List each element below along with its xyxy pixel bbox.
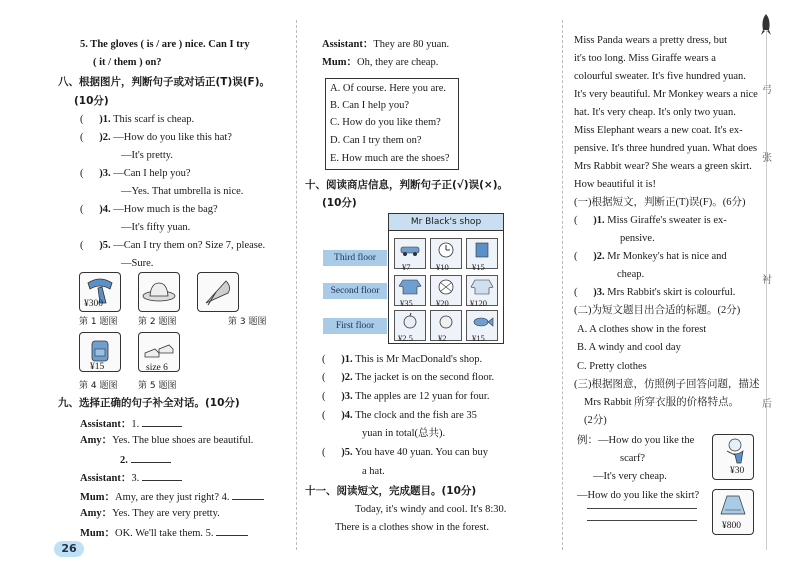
example-question: scarf? <box>620 453 646 464</box>
side-glyph: 张 <box>762 153 772 164</box>
price-label: ¥2 <box>438 333 447 343</box>
q5-line2: ( it / them ) on? <box>93 57 162 68</box>
list-item: yuan in total(总共). <box>362 428 446 439</box>
answer-blank[interactable] <box>142 416 182 427</box>
column-divider <box>296 20 297 550</box>
list-item: cheap. <box>617 269 645 280</box>
part3-title: (三)根据图意，仿照例子回答问题，描述 <box>574 379 760 390</box>
shop-sign: Mr Black's shop <box>388 213 504 231</box>
umbrella-icon <box>198 273 238 311</box>
list-item: —It's fifty yuan. <box>121 222 191 233</box>
price-label: ¥15 <box>472 333 485 343</box>
dialog-line: Assistant：They are 80 yuan. <box>322 39 450 50</box>
price-label: ¥2.5 <box>398 333 413 343</box>
option-item: C. Pretty clothes <box>577 361 647 372</box>
list-item: ( )1. This scarf is cheap. <box>80 114 195 125</box>
pic2-caption: 第 2 题图 <box>138 317 177 327</box>
dialog-line: Mum：Amy, are they just right? 4. <box>80 489 264 504</box>
dialog-line: Assistant：3. <box>80 470 182 485</box>
floor-label: Second floor <box>323 283 387 299</box>
list-item: ( )1. Miss Giraffe's sweater is ex- <box>574 215 727 226</box>
skirt-price: ¥800 <box>722 521 741 531</box>
pic1-caption: 第 1 题图 <box>79 317 118 327</box>
dialog-line: Mum：OK. We'll take them. 5. <box>80 525 248 540</box>
option-item: C. How do you like them? <box>330 117 441 128</box>
section10-title: 十、阅读商店信息，判断句子正(√)误(×)。 <box>305 179 508 191</box>
skirt-icon <box>713 490 753 520</box>
side-glyph: 弓 <box>762 85 772 96</box>
side-glyph: 后 <box>762 399 772 410</box>
scarf-price: ¥30 <box>730 466 745 476</box>
dialog-line: Mum：Oh, they are cheap. <box>322 57 439 68</box>
part2-title: (二)为短文题目出合适的标题。(2分) <box>574 305 741 316</box>
list-item: ( )3. —Can I help you? <box>80 168 191 179</box>
answer-line[interactable] <box>587 520 697 521</box>
list-item: —Sure. <box>121 258 154 269</box>
passage-line: colourful sweater. It's five hundred yuan. <box>574 71 746 82</box>
list-item: ( )5. —Can I try them on? Size 7, please. <box>80 240 266 251</box>
dialog-line: Assistant：1. <box>80 416 182 431</box>
list-item: ( )4. The clock and the fish are 35 <box>322 410 477 421</box>
side-glyph: 衬 <box>762 275 772 286</box>
floor-label: Third floor <box>323 250 387 266</box>
list-item: ( )2. Mr Monkey's hat is nice and <box>574 251 727 262</box>
pic4-caption: 第 4 题图 <box>79 381 118 391</box>
list-item: pensive. <box>620 233 655 244</box>
scarf-price: ¥300 <box>84 299 103 309</box>
passage-line: Miss Elephant wears a new coat. It's ex- <box>574 125 743 136</box>
scarf-icon <box>713 435 753 465</box>
passage-line: How beautiful it is! <box>574 179 656 190</box>
list-item: —It's pretty. <box>121 150 173 161</box>
section8-score: (10分) <box>74 95 109 107</box>
option-item: A. A clothes show in the forest <box>577 324 707 335</box>
options-box <box>325 78 459 170</box>
answer-blank[interactable] <box>131 452 171 463</box>
passage-line: There is a clothes show in the forest. <box>335 522 489 533</box>
hat-icon <box>139 273 179 311</box>
dialog-line: 2. <box>120 452 171 467</box>
list-item: a hat. <box>362 466 385 477</box>
price-label: ¥120 <box>470 298 487 308</box>
passage-line: Mrs Rabbit wear? She wears a green skirt. <box>574 161 752 172</box>
passage-line: it's too long. Miss Giraffe wears a <box>574 53 716 64</box>
list-item: ( )2. —How do you like this hat? <box>80 132 232 143</box>
list-item: ( )5. You have 40 yuan. You can buy <box>322 447 488 458</box>
passage-line: hat. It's very cheap. It's only two yuan. <box>574 107 736 118</box>
list-item: ( )2. The jacket is on the second floor. <box>322 372 495 383</box>
section8-title: 八、根据图片，判断句子或对话正(T)误(F)。 <box>58 76 271 88</box>
part1-title: (一)根据短文，判断正(T)误(F)。(6分) <box>574 197 746 208</box>
price-label: ¥7 <box>402 262 411 272</box>
example-answer: —It's very cheap. <box>593 471 667 482</box>
passage-line: pensive. It's three hundred yuan. What does <box>574 143 758 154</box>
rocket-icon <box>760 14 772 36</box>
hat-picture <box>138 272 180 312</box>
dialog-line: Amy：Yes. The blue shoes are beautiful. <box>80 435 254 446</box>
section9-title: 九、选择正确的句子补全对话。(10分) <box>58 397 240 409</box>
price-label: ¥20 <box>436 298 449 308</box>
part3-score: (2分) <box>584 415 607 426</box>
answer-blank[interactable] <box>232 489 264 500</box>
passage-line: It's very beautiful. Mr Monkey wears a nice <box>574 89 758 100</box>
part3-title: Mrs Rabbit 所穿衣服的价格特点。 <box>584 397 740 408</box>
dialog-line: Amy：Yes. They are very pretty. <box>80 508 220 519</box>
section11-title: 十一、阅读短文，完成题目。(10分) <box>305 485 477 497</box>
price-label: ¥35 <box>400 298 413 308</box>
option-item: E. How much are the shoes? <box>330 153 450 164</box>
price-label: ¥10 <box>436 262 449 272</box>
q5-line1: 5. The gloves ( is / are ) nice. Can I try <box>80 39 250 50</box>
answer-blank[interactable] <box>142 470 182 481</box>
option-item: A. Of course. Here you are. <box>330 83 447 94</box>
price-label: ¥15 <box>472 262 485 272</box>
option-item: D. Can I try them on? <box>330 135 422 146</box>
answer-line[interactable] <box>587 508 697 509</box>
passage-line: Today, it's windy and cool. It's 8:30. <box>355 504 507 515</box>
section10-score: (10分) <box>322 197 357 209</box>
answer-blank[interactable] <box>216 525 248 536</box>
page-number: 26 <box>54 541 84 557</box>
shoes-size: size 6 <box>146 363 168 373</box>
pic3-caption: 第 3 题图 <box>228 317 267 327</box>
option-item: B. Can I help you? <box>330 100 410 111</box>
example-label: 例： <box>577 435 598 446</box>
list-item: ( )3. Mrs Rabbit's skirt is colourful. <box>574 287 736 298</box>
floor-label: First floor <box>323 318 387 334</box>
bag-price: ¥15 <box>90 362 105 372</box>
list-item: ( )4. —How much is the bag? <box>80 204 218 215</box>
question: —How do you like the skirt? <box>577 490 700 501</box>
column-divider <box>562 20 563 550</box>
passage-line: Miss Panda wears a pretty dress, but <box>574 35 728 46</box>
list-item: —Yes. That umbrella is nice. <box>121 186 244 197</box>
list-item: ( )3. The apples are 12 yuan for four. <box>322 391 490 402</box>
list-item: ( )1. This is Mr MacDonald's shop. <box>322 354 483 365</box>
umbrella-picture <box>197 272 239 312</box>
option-item: B. A windy and cool day <box>577 342 681 353</box>
example-question: —How do you like the <box>598 435 695 446</box>
pic5-caption: 第 5 题图 <box>138 381 177 391</box>
